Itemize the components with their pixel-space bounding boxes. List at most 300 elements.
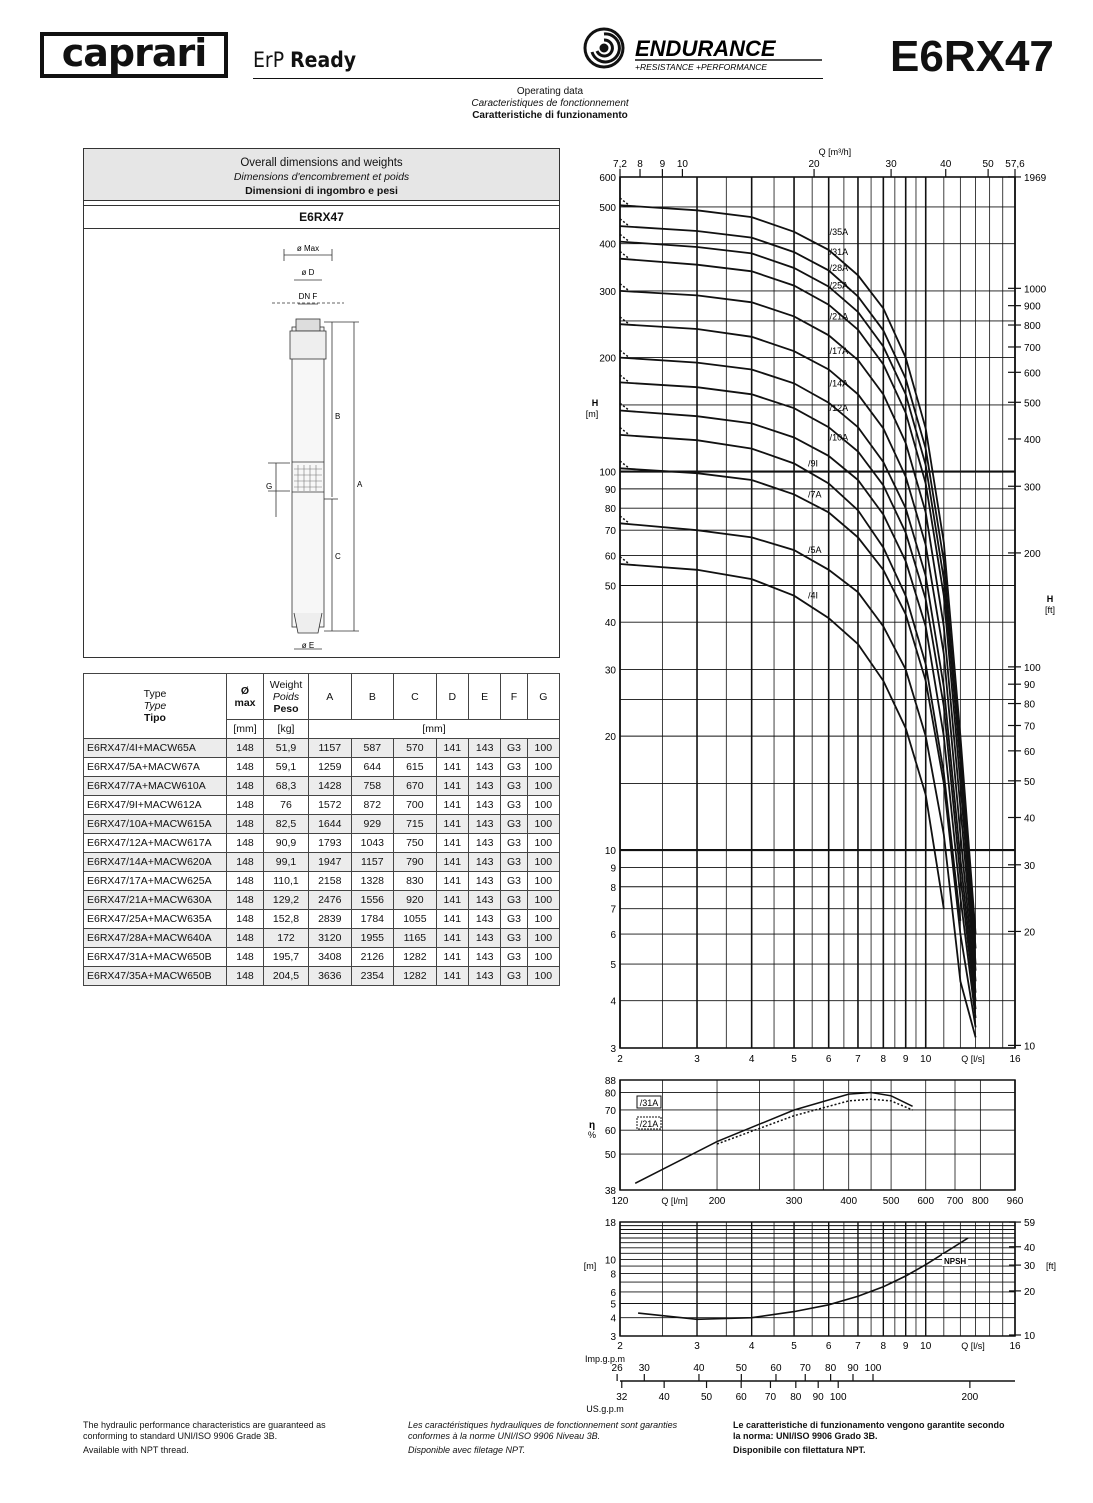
imp-tick-label: 100 xyxy=(864,1363,882,1374)
npsh-y-right-tick-label: 30 xyxy=(1024,1261,1036,1273)
table-cell: 141 xyxy=(436,891,468,910)
series-label: /35A xyxy=(829,226,849,237)
dimensions-title-fr: Dimensions d'encombrement et poids xyxy=(233,171,410,183)
table-cell: 68,3 xyxy=(264,777,309,796)
type-en: Type xyxy=(143,688,167,700)
series-label: /28A xyxy=(829,262,849,273)
npsh-x-tick-label: 7 xyxy=(855,1341,861,1352)
table-cell: 148 xyxy=(227,929,264,948)
table-cell: 141 xyxy=(436,796,468,815)
npsh-y-tick-label: 5 xyxy=(610,1299,616,1311)
x-tick-label: 9 xyxy=(902,1054,909,1065)
y-tick-label: 4 xyxy=(610,996,616,1008)
x-tick-label: 3 xyxy=(694,1054,700,1065)
table-cell: 143 xyxy=(469,796,501,815)
table-cell: 204,5 xyxy=(264,967,309,986)
table-cell: G3 xyxy=(501,739,527,758)
hq-curve xyxy=(620,242,976,964)
table-cell: 1043 xyxy=(351,834,394,853)
table-cell: 143 xyxy=(469,967,501,986)
type-it: Tipo xyxy=(144,712,166,724)
y-right-tick-label: 100 xyxy=(1024,662,1041,674)
brand-name: caprari xyxy=(61,31,207,75)
table-row xyxy=(84,948,560,967)
table-cell: 141 xyxy=(436,853,468,872)
table-cell: G3 xyxy=(501,834,527,853)
us-tick-label: 50 xyxy=(700,1392,713,1403)
footer-it-3: Disponibile con filettatura NPT. xyxy=(733,1445,866,1455)
table-row xyxy=(84,758,560,777)
table-cell: 148 xyxy=(227,796,264,815)
footer-fr-1: Les caractéristiques hydrauliques de fonctionnement sont garanties xyxy=(408,1420,678,1430)
y-right-tick-label: 800 xyxy=(1024,321,1041,333)
col-d-header: D xyxy=(436,674,468,720)
table-cell: 2476 xyxy=(309,891,352,910)
table-row xyxy=(84,872,560,891)
table-cell: 141 xyxy=(436,967,468,986)
pump-dimension-drawing xyxy=(254,237,394,657)
unit-dims: [mm] xyxy=(309,720,560,739)
x-tick-label: 16 xyxy=(1009,1054,1021,1065)
x-top-tick-label: 50 xyxy=(982,159,994,170)
table-cell: 100 xyxy=(527,758,559,777)
label-c: C xyxy=(335,552,341,561)
table-cell: 76 xyxy=(264,796,309,815)
y-tick-label: 70 xyxy=(604,526,616,538)
x-tick-label: 6 xyxy=(825,1054,832,1065)
table-cell: 929 xyxy=(351,815,394,834)
x-top-axis-label: Q [m³/h] xyxy=(818,147,852,157)
x-top-tick-label: 20 xyxy=(808,159,820,170)
y-right-tick-label: 70 xyxy=(1024,721,1036,733)
eff-x-tick-label: 700 xyxy=(946,1196,964,1207)
endurance-name: ENDURANCE xyxy=(635,36,776,61)
caprari-logo xyxy=(40,32,228,78)
table-cell: 100 xyxy=(527,739,559,758)
endurance-tagline: +RESISTANCE +PERFORMANCE xyxy=(635,62,768,72)
y-right-tick-label: 80 xyxy=(1024,699,1036,711)
hq-curve-dotted xyxy=(620,557,629,564)
y-tick-label: 7 xyxy=(610,904,616,916)
npsh-y-tick-label: 18 xyxy=(604,1218,616,1229)
table-cell: 141 xyxy=(436,739,468,758)
y-right-tick-label: 200 xyxy=(1024,548,1041,560)
label-b: B xyxy=(335,412,341,421)
imp-tick-label: 30 xyxy=(638,1363,650,1374)
hq-curve-dotted xyxy=(620,198,629,205)
npsh-y-tick-label: 8 xyxy=(610,1269,616,1281)
table-cell: 2126 xyxy=(351,948,394,967)
table-cell: 143 xyxy=(469,834,501,853)
endurance-logo xyxy=(582,26,827,76)
table-cell: G3 xyxy=(501,891,527,910)
eff-x-axis-label: Q [l/m] xyxy=(661,1196,688,1206)
table-cell-type: E6RX47/14A+MACW620A xyxy=(84,853,227,872)
y-right-tick-label: 20 xyxy=(1024,927,1036,939)
npsh-x-tick-label: 9 xyxy=(902,1341,909,1352)
eff-x-tick-label: 400 xyxy=(840,1196,858,1207)
y-tick-label: 9 xyxy=(610,863,616,875)
y-right-tick-label: 1000 xyxy=(1024,284,1047,296)
x-tick-label: 7 xyxy=(855,1054,861,1065)
model-title: E6RX47 xyxy=(890,32,1054,81)
eff-x-tick-label: 200 xyxy=(708,1196,726,1207)
table-cell: 1157 xyxy=(309,739,352,758)
table-cell: G3 xyxy=(501,853,527,872)
x-top-tick-label: 7,2 xyxy=(613,159,627,170)
eff-y-axis-label: η xyxy=(588,1120,596,1131)
table-row xyxy=(84,853,560,872)
x-top-tick-label: 57,6 xyxy=(1005,159,1025,170)
col-g-header: G xyxy=(527,674,559,720)
eff-x-tick-label: 120 xyxy=(611,1196,629,1207)
table-cell: 129,2 xyxy=(264,891,309,910)
footer-en-1: The hydraulic performance characteristics are guaranteed as xyxy=(83,1420,326,1430)
eff-x-tick-label: 600 xyxy=(917,1196,935,1207)
table-cell: 790 xyxy=(394,853,437,872)
npsh-x-tick-label: 5 xyxy=(791,1341,797,1352)
table-cell: G3 xyxy=(501,796,527,815)
y-right-tick-label: 40 xyxy=(1024,813,1036,825)
npsh-y-right-tick-label: 20 xyxy=(1024,1286,1036,1298)
x-top-tick-label: 40 xyxy=(940,159,952,170)
erp-ready-label xyxy=(253,48,356,72)
operating-data-en: Operating data xyxy=(516,86,584,97)
table-cell: 148 xyxy=(227,853,264,872)
y-tick-label: 300 xyxy=(599,286,616,298)
table-cell-type: E6RX47/9I+MACW612A xyxy=(84,796,227,815)
label-omax: ø Max xyxy=(296,244,320,253)
footer-it xyxy=(733,1420,1005,1456)
label-g: G xyxy=(266,482,273,491)
table-row xyxy=(84,891,560,910)
eff-y-axis-unit: % xyxy=(587,1130,597,1140)
table-row xyxy=(84,815,560,834)
eff-y-tick-label: 80 xyxy=(604,1088,616,1100)
table-cell: 587 xyxy=(351,739,394,758)
hq-curve-dotted xyxy=(620,234,629,241)
unit-omax: [mm] xyxy=(227,720,264,739)
npsh-series-label: NPSH xyxy=(943,1256,967,1266)
npsh-y-tick-label: 6 xyxy=(610,1287,616,1299)
table-cell: 100 xyxy=(527,948,559,967)
x-tick-label: 8 xyxy=(880,1054,887,1065)
eff-x-tick-label: 960 xyxy=(1006,1196,1024,1207)
x-tick-label: 5 xyxy=(791,1054,797,1065)
hq-curve-dotted xyxy=(620,284,629,291)
y-right-axis-label: H xyxy=(1046,594,1054,604)
footer-fr xyxy=(408,1420,677,1456)
y-tick-label: 6 xyxy=(610,930,616,942)
table-cell: 100 xyxy=(527,929,559,948)
us-tick-label: 100 xyxy=(829,1392,847,1403)
npsh-y-tick-label: 3 xyxy=(610,1332,616,1343)
npsh-x-tick-label: 2 xyxy=(617,1341,623,1352)
chart1-frame xyxy=(620,177,1015,1048)
table-cell: 148 xyxy=(227,967,264,986)
x-tick-label: 4 xyxy=(748,1054,755,1065)
table-cell: 920 xyxy=(394,891,437,910)
hq-curve-dotted xyxy=(620,375,629,382)
y-right-tick-label: 300 xyxy=(1024,482,1041,494)
table-cell-type: E6RX47/28A+MACW640A xyxy=(84,929,227,948)
table-cell-type: E6RX47/7A+MACW610A xyxy=(84,777,227,796)
us-gpm-label: US.g.p.m xyxy=(586,1404,624,1414)
hq-curve-dotted xyxy=(620,350,629,357)
table-cell: 90,9 xyxy=(264,834,309,853)
table-cell: G3 xyxy=(501,872,527,891)
hq-curve-dotted xyxy=(620,516,629,523)
y-tick-label: 5 xyxy=(610,960,616,972)
npsh-x-tick-label: 10 xyxy=(920,1341,932,1352)
eff-legend-label: /31A xyxy=(639,1098,659,1108)
npsh-y-right-tick-label: 59 xyxy=(1024,1218,1036,1230)
table-cell-type: E6RX47/5A+MACW67A xyxy=(84,758,227,777)
npsh-y-right-tick-label: 40 xyxy=(1024,1242,1036,1254)
imp-tick-label: 70 xyxy=(799,1363,811,1374)
table-cell: 1572 xyxy=(309,796,352,815)
y-tick-label: 3 xyxy=(610,1044,616,1055)
hq-curve-dotted xyxy=(620,219,629,226)
table-cell: 3408 xyxy=(309,948,352,967)
table-cell-type: E6RX47/10A+MACW615A xyxy=(84,815,227,834)
type-fr: Type xyxy=(143,700,167,712)
eff-legend-label: /21A xyxy=(639,1119,659,1129)
y-tick-label: 80 xyxy=(604,504,616,516)
table-cell: 141 xyxy=(436,929,468,948)
hq-curve-dotted xyxy=(620,428,629,435)
eff-x-tick-label: 300 xyxy=(785,1196,803,1207)
table-row xyxy=(84,834,560,853)
us-tick-label: 80 xyxy=(790,1392,802,1403)
table-cell: 1282 xyxy=(394,948,437,967)
table-cell-type: E6RX47/31A+MACW650B xyxy=(84,948,227,967)
y-right-tick-label: 50 xyxy=(1024,776,1036,788)
y-axis-unit: [m] xyxy=(585,409,599,419)
table-cell: 143 xyxy=(469,739,501,758)
dimensions-title-it: Dimensioni di ingombro e pesi xyxy=(245,185,398,197)
table-cell: 1955 xyxy=(351,929,394,948)
hq-curve xyxy=(620,382,976,1009)
table-cell: 110,1 xyxy=(264,872,309,891)
table-cell: 872 xyxy=(351,796,394,815)
y-right-tick-label: 60 xyxy=(1024,746,1036,758)
omax-word: max xyxy=(234,696,256,709)
y-tick-label: 600 xyxy=(599,173,616,184)
table-cell: 172 xyxy=(264,929,309,948)
y-tick-label: 500 xyxy=(599,202,616,214)
table-cell: G3 xyxy=(501,967,527,986)
table-cell: 152,8 xyxy=(264,910,309,929)
table-cell-type: E6RX47/4I+MACW65A xyxy=(84,739,227,758)
hq-curve xyxy=(620,205,976,934)
table-cell: 143 xyxy=(469,758,501,777)
y-right-tick-label: 10 xyxy=(1024,1041,1036,1053)
col-c-header: C xyxy=(394,674,437,720)
table-body xyxy=(84,739,560,986)
table-cell: 670 xyxy=(394,777,437,796)
y-right-tick-label: 400 xyxy=(1024,434,1041,446)
endurance-swirl-icon xyxy=(585,29,623,67)
hq-curve-dotted xyxy=(620,251,629,258)
footer-en-2: conforming to standard UNI/ISO 9906 Grade 3B. xyxy=(83,1431,278,1441)
table-cell: 148 xyxy=(227,815,264,834)
table-cell: 195,7 xyxy=(264,948,309,967)
table-cell: 1055 xyxy=(394,910,437,929)
x-top-tick-label: 8 xyxy=(637,159,643,170)
npsh-curve xyxy=(638,1238,968,1319)
imp-tick-label: 90 xyxy=(847,1363,859,1374)
table-cell: G3 xyxy=(501,910,527,929)
hq-curve-dotted xyxy=(620,461,629,468)
table-cell: 1259 xyxy=(309,758,352,777)
table-cell: 750 xyxy=(394,834,437,853)
y-tick-label: 8 xyxy=(610,882,616,894)
npsh-x-tick-label: 4 xyxy=(748,1341,755,1352)
dimensions-panel xyxy=(83,148,560,658)
y-right-tick-label: 700 xyxy=(1024,342,1041,354)
hq-curve xyxy=(620,291,976,981)
footer-fr-3: Disponible avec filetage NPT. xyxy=(408,1445,526,1455)
npsh-y-axis-label: [m] xyxy=(583,1261,597,1271)
series-label: /9I xyxy=(808,458,819,469)
table-cell: 570 xyxy=(394,739,437,758)
x-top-tick-label: 30 xyxy=(885,159,897,170)
y-tick-label: 400 xyxy=(599,239,616,251)
col-type-header xyxy=(84,674,227,739)
table-cell: 2354 xyxy=(351,967,394,986)
y-tick-label: 50 xyxy=(604,581,616,593)
table-cell: 715 xyxy=(394,815,437,834)
eff-x-tick-label: 500 xyxy=(882,1196,900,1207)
y-tick-label: 40 xyxy=(604,618,616,630)
table-cell: 615 xyxy=(394,758,437,777)
npsh-x-tick-label: 8 xyxy=(880,1341,887,1352)
y-right-tick-label: 900 xyxy=(1024,301,1041,313)
table-cell: 148 xyxy=(227,739,264,758)
table-cell: 1165 xyxy=(394,929,437,948)
table-cell: G3 xyxy=(501,929,527,948)
series-label: /17A xyxy=(829,346,849,357)
table-cell: 700 xyxy=(394,796,437,815)
dimensions-header xyxy=(84,149,559,201)
y-tick-label: 200 xyxy=(599,353,616,365)
series-label: /5A xyxy=(808,545,822,556)
series-label: /14A xyxy=(829,378,849,389)
table-cell: 141 xyxy=(436,758,468,777)
dimension-weight-table xyxy=(83,673,560,986)
y-tick-label: 30 xyxy=(604,665,616,677)
table-cell: 100 xyxy=(527,777,559,796)
table-cell: G3 xyxy=(501,777,527,796)
npsh-x-tick-label: 6 xyxy=(825,1341,832,1352)
series-label: /7A xyxy=(808,489,822,500)
table-cell: 1784 xyxy=(351,910,394,929)
eff-y-tick-label: 88 xyxy=(604,1076,616,1087)
x-tick-label: 2 xyxy=(617,1054,623,1065)
col-e-header: E xyxy=(469,674,501,720)
table-cell: 2839 xyxy=(309,910,352,929)
imp-tick-label: 26 xyxy=(611,1363,623,1374)
x-tick-label: 10 xyxy=(920,1054,932,1065)
weight-fr: Poids xyxy=(272,690,300,703)
table-cell: 143 xyxy=(469,872,501,891)
table-cell: 148 xyxy=(227,834,264,853)
operating-data-title xyxy=(400,86,700,122)
y-right-tick-label: 600 xyxy=(1024,368,1041,380)
table-cell-type: E6RX47/35A+MACW650B xyxy=(84,967,227,986)
series-label: /10A xyxy=(829,432,849,443)
table-cell: 100 xyxy=(527,872,559,891)
table-cell: 1793 xyxy=(309,834,352,853)
label-oe: ø E xyxy=(301,641,315,650)
table-cell: 2158 xyxy=(309,872,352,891)
x-top-tick-label: 9 xyxy=(659,159,666,170)
x-top-tick-label: 10 xyxy=(676,159,688,170)
table-cell: 143 xyxy=(469,948,501,967)
table-cell: 1282 xyxy=(394,967,437,986)
table-row xyxy=(84,910,560,929)
y-right-axis-unit: [ft] xyxy=(1044,605,1056,615)
y-tick-label: 100 xyxy=(599,467,616,479)
series-label: /25A xyxy=(829,280,849,291)
chart2-frame xyxy=(620,1080,1015,1190)
footer-en-3: Available with NPT thread. xyxy=(83,1445,189,1455)
y-tick-label: 20 xyxy=(604,732,616,744)
col-f-header: F xyxy=(501,674,527,720)
eff-y-tick-label: 38 xyxy=(604,1186,616,1197)
table-cell: 100 xyxy=(527,834,559,853)
series-label: /12A xyxy=(829,403,849,414)
series-label: /21A xyxy=(829,311,849,322)
erp-prefix: ErP xyxy=(253,48,285,72)
table-cell: 82,5 xyxy=(264,815,309,834)
table-cell: 99,1 xyxy=(264,853,309,872)
table-cell: 1644 xyxy=(309,815,352,834)
imp-tick-label: 50 xyxy=(735,1363,747,1374)
table-cell: 1428 xyxy=(309,777,352,796)
header-divider xyxy=(253,78,823,79)
imp-tick-label: 40 xyxy=(693,1363,705,1374)
table-cell-type: E6RX47/12A+MACW617A xyxy=(84,834,227,853)
table-row xyxy=(84,739,560,758)
table-cell: 100 xyxy=(527,910,559,929)
table-cell: 148 xyxy=(227,891,264,910)
table-cell: G3 xyxy=(501,815,527,834)
table-cell: 143 xyxy=(469,891,501,910)
table-cell: G3 xyxy=(501,758,527,777)
omax-symbol: Ø xyxy=(240,684,250,697)
us-tick-label: 200 xyxy=(961,1392,979,1403)
footer-fr-2: conformes à la norme UNI/ISO 9906 Niveau 3B. xyxy=(408,1431,601,1441)
erp-suffix: Ready xyxy=(290,48,357,72)
table-cell: 148 xyxy=(227,758,264,777)
imp-tick-label: 80 xyxy=(825,1363,837,1374)
npsh-y-tick-label: 10 xyxy=(604,1255,616,1267)
table-cell: 758 xyxy=(351,777,394,796)
npsh-y-tick-label: 4 xyxy=(610,1313,616,1325)
table-cell: 51,9 xyxy=(264,739,309,758)
table-cell: 100 xyxy=(527,891,559,910)
chart3-frame xyxy=(620,1222,1015,1336)
table-cell: 143 xyxy=(469,929,501,948)
table-cell: 141 xyxy=(436,777,468,796)
table-row xyxy=(84,796,560,815)
col-a-header: A xyxy=(309,674,352,720)
footer-it-2: la norma: UNI/ISO 9906 Grado 3B. xyxy=(733,1431,878,1441)
table-cell: 143 xyxy=(469,853,501,872)
eff-y-tick-label: 50 xyxy=(604,1150,616,1162)
